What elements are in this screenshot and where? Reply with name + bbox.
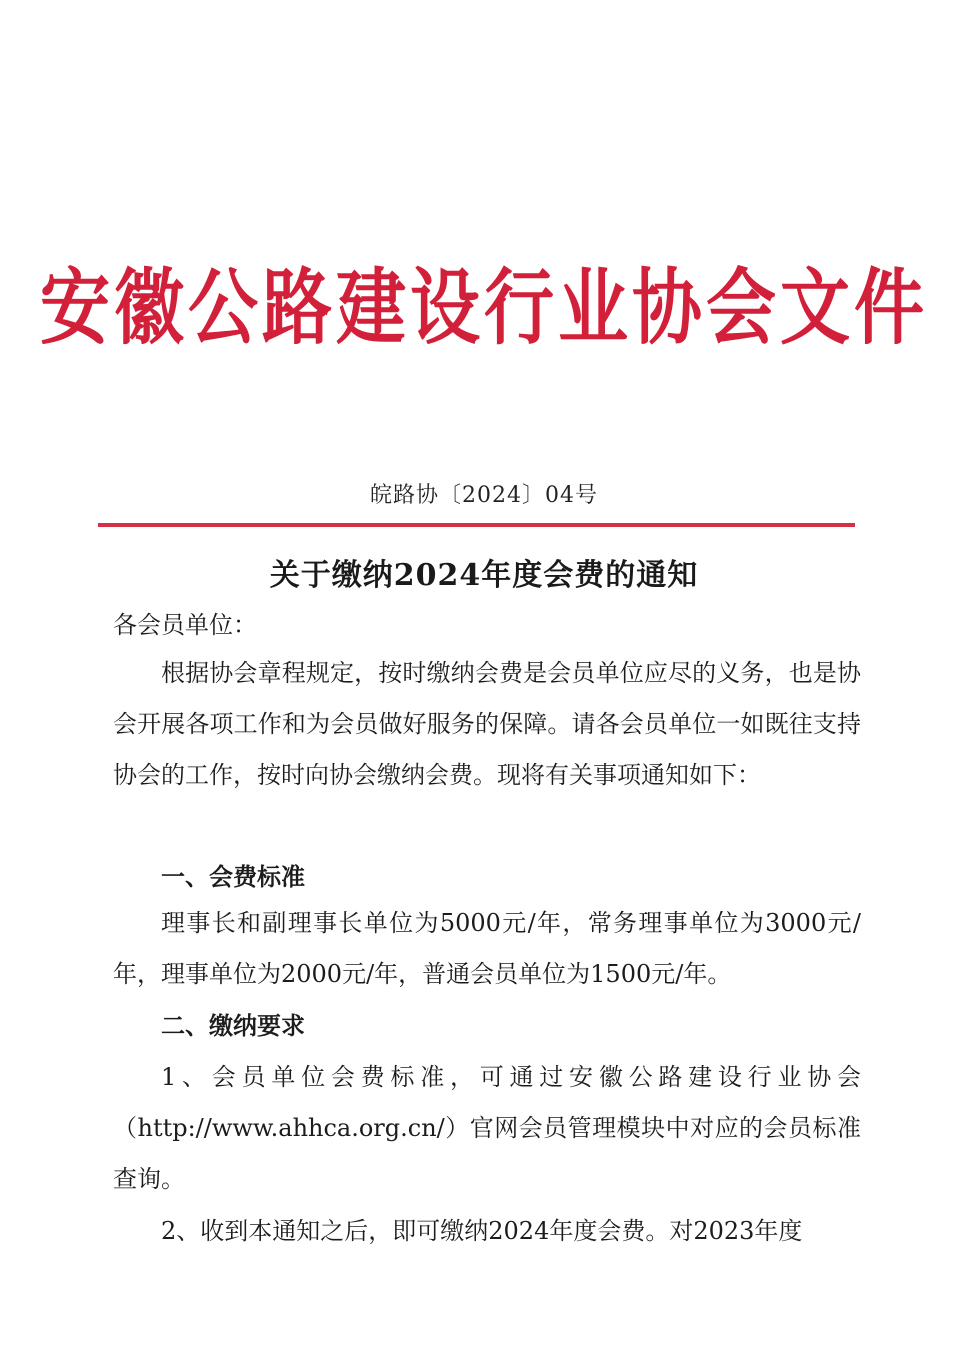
requirement-item-2: 2、收到本通知之后，即可缴纳2024年度会费。对2023年度 bbox=[161, 1217, 803, 1245]
notice-title: 关于缴纳2024年度会费的通知 bbox=[269, 558, 699, 593]
salutation: 各会员单位： bbox=[113, 611, 257, 639]
red-divider-line bbox=[98, 523, 855, 527]
section-heading-payment-requirements: 二、缴纳要求 bbox=[161, 1011, 305, 1040]
intro-paragraph: 根据协会章程规定，按时缴纳会费是会员单位应尽的义务，也是协会开展各项工作和为会员做好服务的保障。请各会员单位一如既往支持协会的工作，按时向协会缴纳会费。现将有关事项通知如下： bbox=[113, 659, 861, 789]
document-header-title: 安徽公路建设行业协会文件 bbox=[40, 259, 928, 356]
section-heading-fee-standard: 一、会费标准 bbox=[161, 862, 305, 891]
requirement-item-1: 1、会员单位会费标准，可通过安徽公路建设行业协会（http://www.ahhca.org.cn/）官网会员管理模块中对应的会员标准查询。 bbox=[113, 1063, 861, 1193]
document-number: 皖路协〔2024〕04号 bbox=[370, 483, 598, 508]
fee-standard-paragraph: 理事长和副理事长单位为5000元/年，常务理事单位为3000元/年，理事单位为2000元/年，普通会员单位为1500元/年。 bbox=[113, 909, 861, 988]
